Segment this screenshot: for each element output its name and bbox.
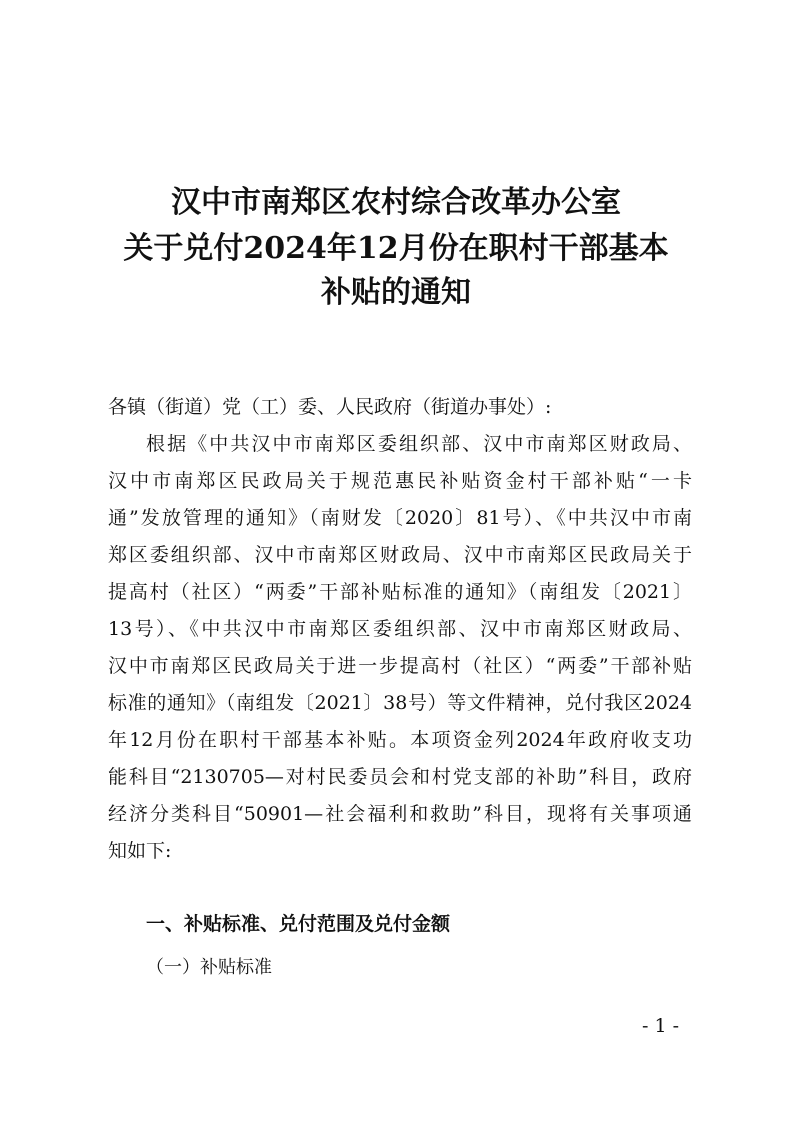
body-line-10: 能科目“2130705—对村民委员会和村党支部的补助”科目，政府 [108, 766, 692, 788]
subsection-heading: （一）补贴标准 [146, 957, 272, 978]
body-line-3: 通”发放管理的通知》（南财发〔2020〕81号）、《中共汉中市南 [108, 507, 692, 529]
title-line-1: 汉中市南郑区农村综合改革办公室 [171, 185, 621, 220]
body-line-7: 汉中市南郑区民政局关于进一步提高村（社区）“两委”干部补贴 [108, 655, 692, 677]
body-line-2: 汉中市南郑区民政局关于规范惠民补贴资金村干部补贴“一卡 [108, 470, 692, 492]
body-line-5: 提高村（社区）“两委”干部补贴标准的通知》（南组发〔2021〕 [108, 581, 692, 603]
salutation: 各镇（街道）党（工）委、人民政府（街道办事处）: [108, 396, 552, 418]
body-line-1: 根据《中共汉中市南郑区委组织部、汉中市南郑区财政局、 [146, 433, 692, 455]
body-line-4: 郑区委组织部、汉中市南郑区财政局、汉中市南郑区民政局关于 [108, 544, 692, 566]
section-heading: 一、补贴标准、兑付范围及兑付金额 [146, 913, 451, 935]
body-line-12: 知如下: [108, 840, 172, 862]
title-line-2: 关于兑付2024年12月份在职村干部基本 [123, 231, 669, 266]
page-number: - 1 - [642, 1015, 680, 1037]
body-line-9: 年12月份在职村干部基本补贴。本项资金列2024年政府收支功 [108, 729, 692, 751]
body-line-8: 标准的通知》（南组发〔2021〕38号）等文件精神，兑付我区2024 [108, 692, 692, 714]
title-line-3: 补贴的通知 [321, 275, 471, 310]
body-line-6: 13号）、《中共汉中市南郑区委组织部、汉中市南郑区财政局、 [108, 618, 692, 640]
body-line-11: 经济分类科目“50901—社会福利和救助”科目，现将有关事项通 [108, 803, 692, 825]
